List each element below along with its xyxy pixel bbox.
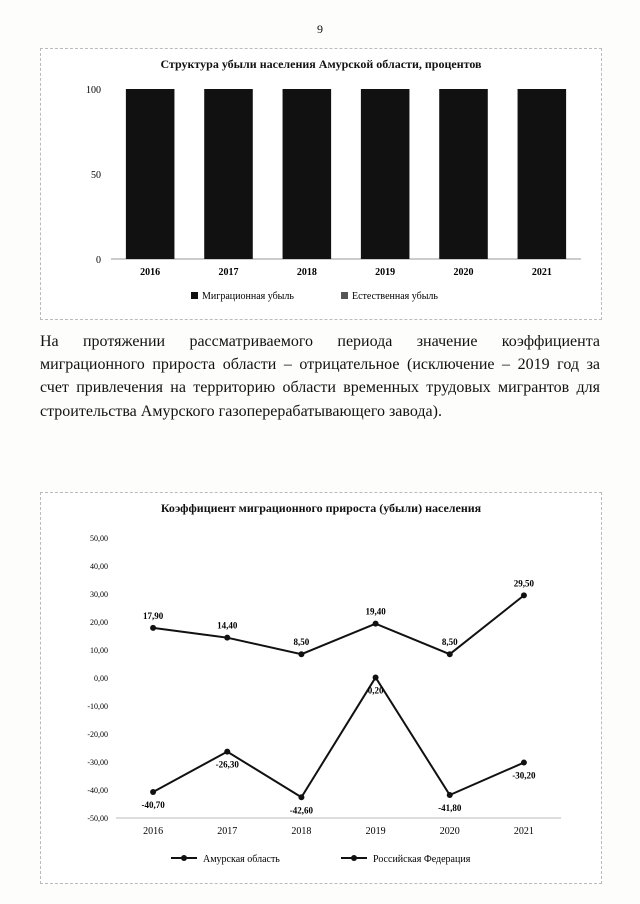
y-tick-label: 0 [96,255,101,266]
legend-label: Естественная убыль [352,291,438,302]
point-rf [298,651,304,657]
line-chart-plot [41,518,601,883]
bar-chart [40,48,602,320]
data-label-amur: -30,20 [512,770,536,781]
point-rf [150,625,156,631]
point-rf [447,651,453,657]
data-label-rf: 8,50 [293,637,310,648]
data-label-rf: 8,50 [441,637,458,648]
series-line-rf [153,595,524,654]
page-number: 9 [317,22,323,36]
data-label-rf: 14,40 [217,620,238,631]
point-rf [373,621,379,627]
point-amur [224,749,230,755]
data-label-amur: 0,20 [367,685,384,696]
point-amur [373,674,379,680]
y-tick-label: 30,00 [90,590,108,599]
bar-migration [283,89,332,259]
x-tick-label: 2018 [291,826,312,837]
x-tick-label: 2016 [140,267,161,278]
y-tick-label: 10,00 [90,646,108,655]
bar-migration [439,89,488,259]
y-tick-label: 0,00 [94,674,108,683]
bar-migration [361,89,410,259]
data-label-amur: -42,60 [289,805,314,816]
y-tick-label: -30,00 [87,758,108,767]
x-tick-label: 2020 [439,826,460,837]
point-rf [224,635,230,641]
y-tick-label: -10,00 [87,702,108,711]
point-amur [521,760,527,766]
y-tick-label: 50 [91,170,101,181]
x-tick-label: 2017 [217,826,238,837]
x-tick-label: 2018 [296,267,317,278]
y-tick-label: 20,00 [90,618,108,627]
y-tick-label: -50,00 [87,814,108,823]
data-label-amur: -40,70 [141,799,165,810]
point-amur [298,794,304,800]
x-tick-label: 2021 [531,267,552,278]
point-amur [447,792,453,798]
legend-label: Миграционная убыль [202,291,294,302]
bar-migration [204,89,253,259]
body-paragraph: На протяжении рассматриваемого периода значение коэффициента миграционного прироста области – отрицательное (исключение – 2019 год за счет привлечения на территорию области временных трудовых мигрантов для строительства Амурского газоперерабатывающего завода). [40,333,600,420]
legend-label: Амурская область [203,854,280,865]
bar-chart-plot [41,74,601,319]
data-label-rf: 19,40 [365,606,386,617]
x-tick-label: 2020 [453,267,474,278]
y-tick-label: 50,00 [90,534,108,543]
x-tick-label: 2017 [218,267,239,278]
data-label-rf: 17,90 [142,610,164,621]
x-tick-label: 2016 [143,826,164,837]
legend-swatch [341,292,348,299]
data-label-rf: 29,50 [513,578,535,589]
bar-migration [126,89,175,259]
line-chart-title: Коэффициент миграционного прироста (убыли) населения [160,501,482,515]
data-label-amur: -41,80 [438,803,462,814]
point-rf [521,592,527,598]
y-tick-label: 40,00 [90,562,108,571]
bar-chart-title: Структура убыли населения Амурской области, процентов [160,57,482,71]
y-tick-label: -40,00 [87,786,108,795]
legend-marker [181,855,187,861]
point-amur [150,789,156,795]
x-tick-label: 2019 [375,267,396,278]
legend-label: Российская Федерация [373,854,471,865]
series-line-amur [153,677,524,797]
y-tick-label: 100 [86,85,101,96]
bar-migration [518,89,567,259]
legend-swatch [191,292,198,299]
legend-marker [351,855,357,861]
line-chart [40,492,602,884]
y-tick-label: -20,00 [87,730,108,739]
x-tick-label: 2021 [513,826,534,837]
data-label-amur: -26,30 [215,759,239,770]
x-tick-label: 2019 [365,826,386,837]
